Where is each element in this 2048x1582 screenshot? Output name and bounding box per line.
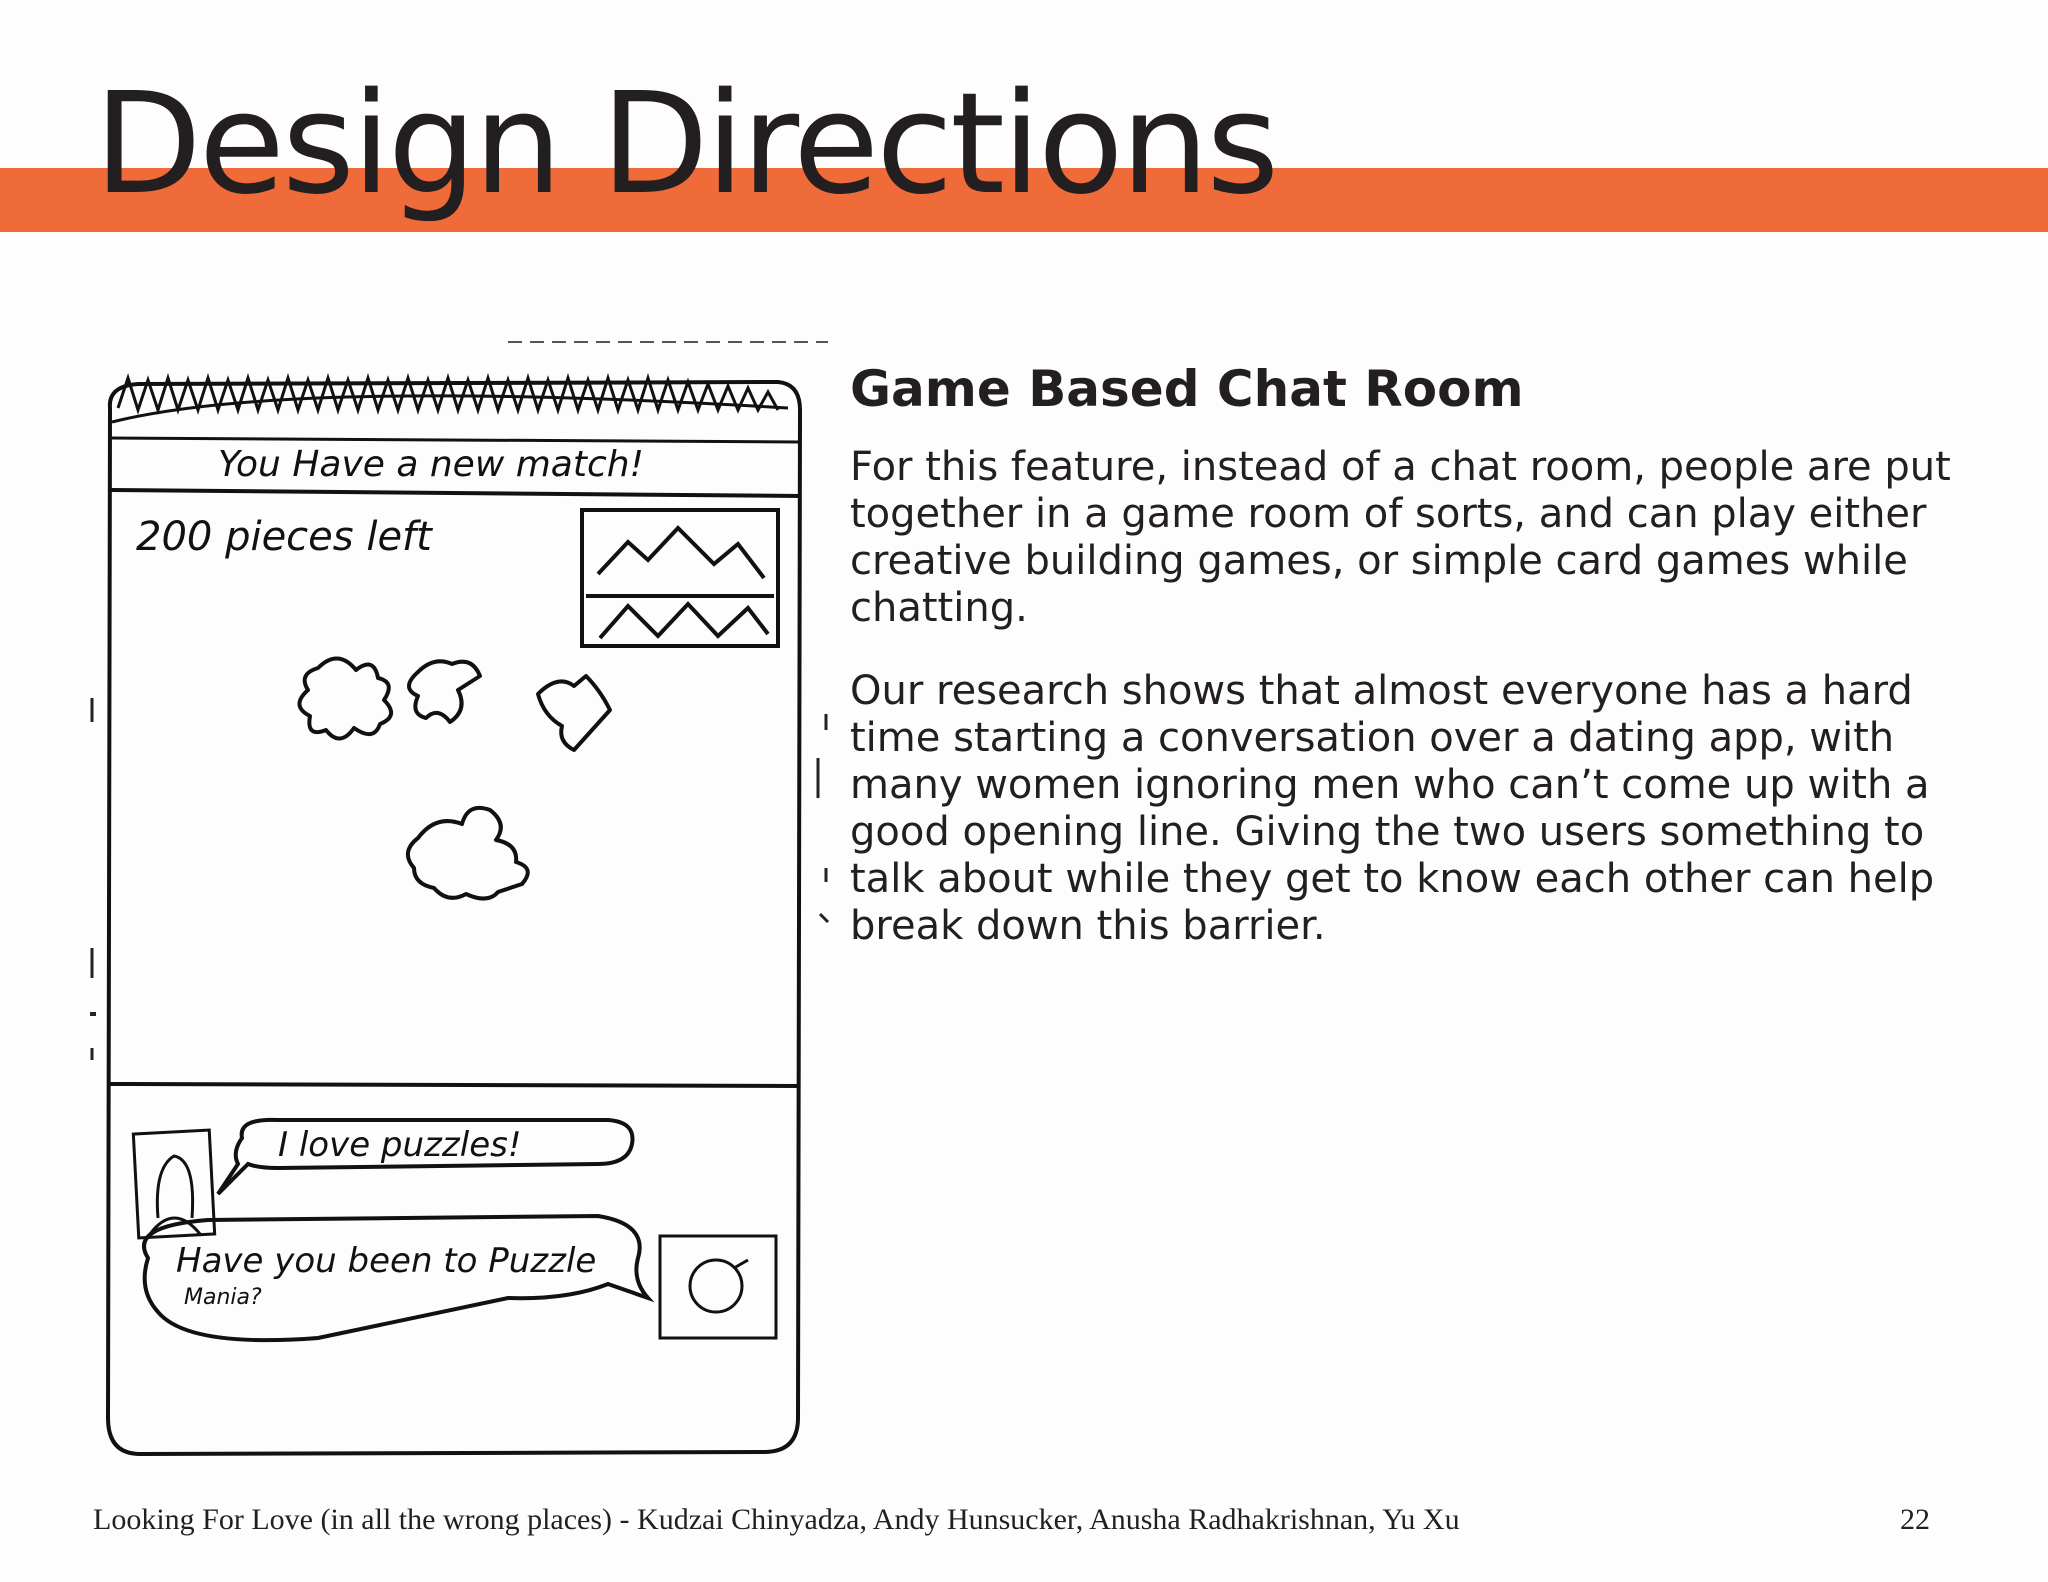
sent-message-text-line1: Have you been to Puzzle — [176, 1241, 597, 1281]
scan-mark — [820, 914, 828, 922]
header-top-line — [110, 438, 800, 442]
sent-message-text-line2: Mania? — [184, 1285, 262, 1310]
sketch-header-text: You Have a new match! — [218, 444, 644, 485]
footer-credits: Looking For Love (in all the wrong places) - Kudzai Chinyadza, Andy Hunsucker, Anusha Radhakrishnan, Yu Xu — [93, 1503, 1460, 1536]
page-number: 22 — [1900, 1503, 1930, 1536]
received-message-text: I love puzzles! — [278, 1125, 522, 1165]
pieces-left-text: 200 pieces left — [136, 514, 432, 560]
paragraph-research-rationale: Our research shows that almost everyone has a hard time starting a conversation over a dating app, with many women ignoring men who can’t come up with a good opening line. Giving the two users something to talk about while they get to know each other can help break down this barrier. — [850, 668, 1935, 949]
paragraph-feature-description: For this feature, instead of a chat room, people are put together in a game room of sorts, and can play either creative building games, or simple card games while chatting. — [850, 444, 1951, 631]
puzzle-piece-icon — [408, 808, 528, 899]
puzzle-piece-icon — [299, 658, 391, 738]
slide-title: Design Directions — [94, 63, 1277, 226]
content-column — [850, 360, 1990, 986]
puzzle-piece-icon — [538, 676, 610, 750]
puzzle-piece-icon — [409, 661, 480, 722]
phone-sketch-image — [88, 338, 834, 1483]
chat-divider-line — [110, 1084, 800, 1086]
section-heading: Game Based Chat Room — [850, 360, 1524, 418]
reference-image-icon — [582, 510, 778, 646]
avatar-icon — [660, 1236, 776, 1338]
header-bottom-line — [110, 490, 800, 496]
